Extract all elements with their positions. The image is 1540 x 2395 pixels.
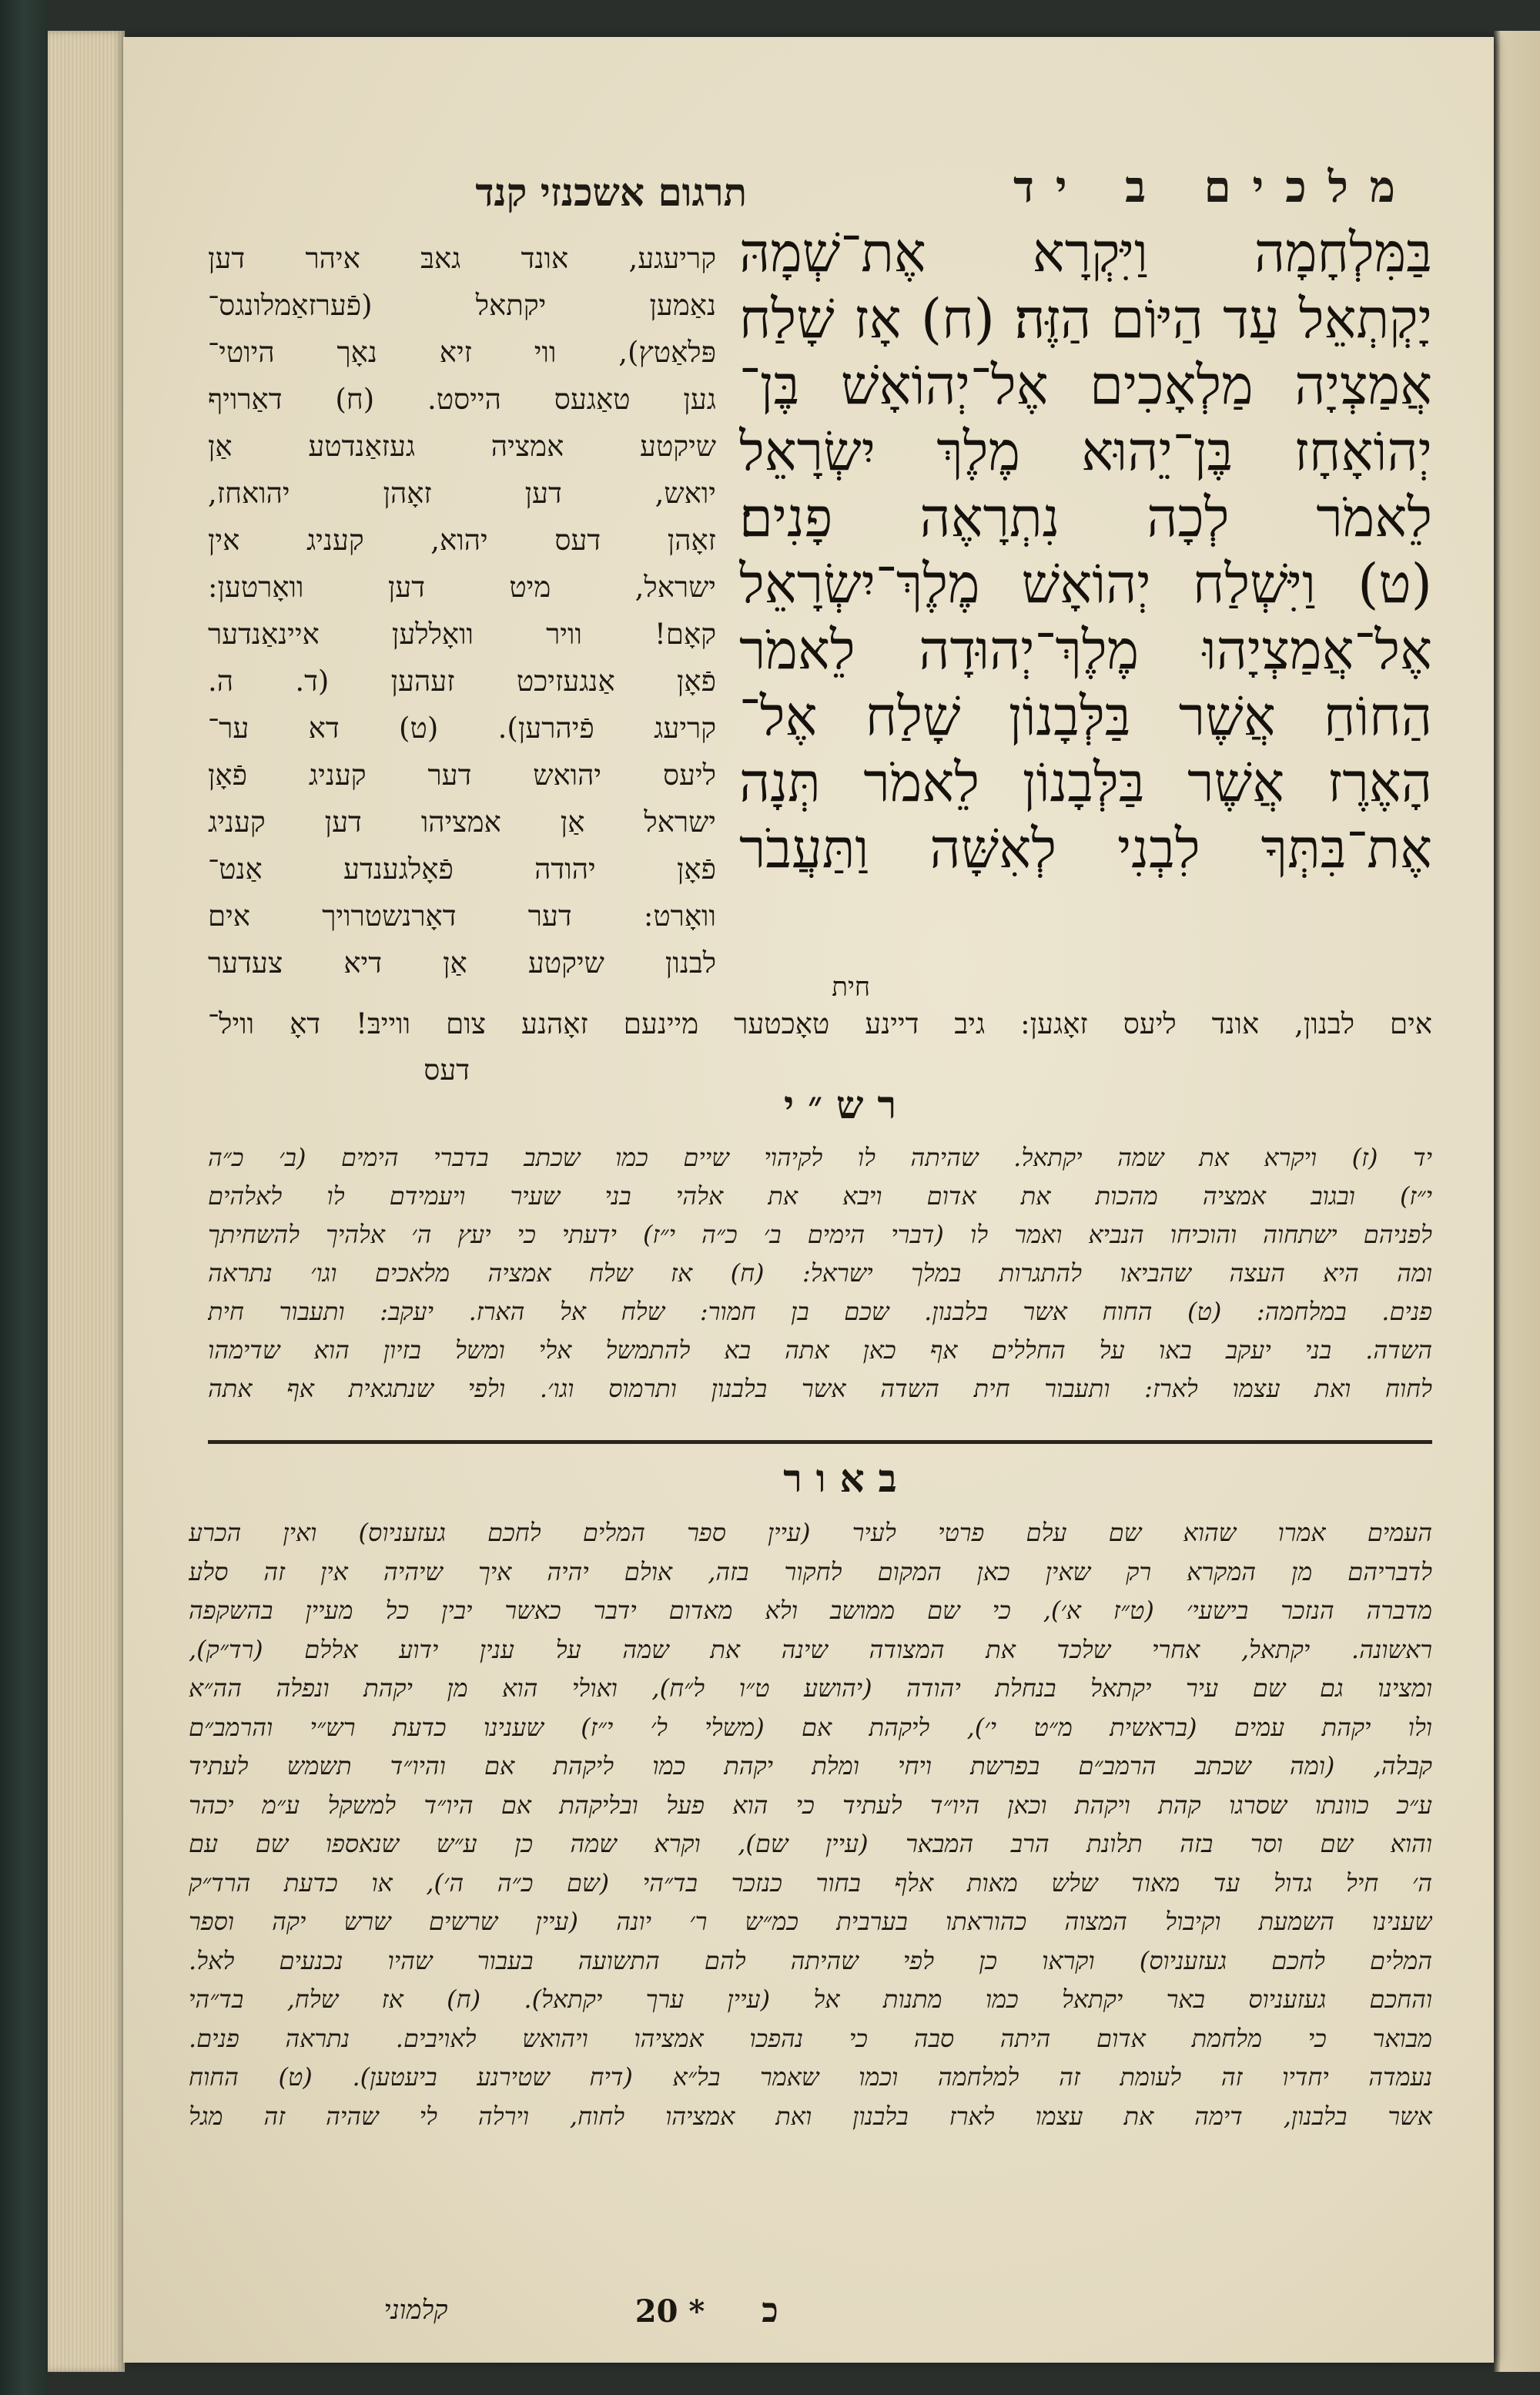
targum-line: ישראל, מיט דען וואָרטען: bbox=[208, 571, 716, 604]
targum-line: ישראל אַן אמציהו דען קעניג bbox=[208, 806, 716, 839]
targum-line: שיקטע אמציה געזאַנדטע אַן bbox=[208, 430, 716, 463]
targum-line: זאָהן דעס יהוא, קעניג אין bbox=[208, 524, 716, 557]
rashi-line: יד (ז) ויקרא את שמה יקתאל. שהיתה לו לקיהוי שיים כמו שכתב בדברי הימים (ב׳ כ״ה bbox=[208, 1143, 1432, 1172]
targum-line: נאַמען יקתאל (פֿערזאַמלונגס־ bbox=[208, 289, 716, 322]
targum-line: ליעס יהואש דער קעניג פֿאָן bbox=[208, 759, 716, 792]
biur-commentary bbox=[189, 1513, 1432, 2268]
biur-line: המלים לחכם געזעניוס) וקראו כן לפי שהיתה להם התשועה בעבור שהיו נכנעים לאל. bbox=[189, 1945, 1432, 1975]
rashi-line: ומה היא העצה שהביאו להתגרות במלך ישראל: (ח) אז שלח אמציה מלאכים וגו׳ נתראה bbox=[208, 1258, 1432, 1288]
targum-line: וואָרט: דער דאָרנשטרויך אים bbox=[208, 899, 716, 933]
targum-continuation bbox=[208, 1001, 1432, 1094]
catchword: חית bbox=[832, 972, 870, 1003]
signature-letter: כ bbox=[762, 2291, 778, 2330]
targum-line: פֿאָן אַנגעזיכט זעהען (ד. ה. bbox=[208, 665, 716, 698]
scripture-line: אֶל־אֲמַצְיָהוּ מֶלֶךְ־יְהוּדָה לֵאמֹר bbox=[739, 618, 1432, 682]
targum-line: קריעג פֿיהרען). (ט) דא ער־ bbox=[208, 712, 716, 745]
targum-line: פֿאָן יהודה פֿאָלגענדע אַנט־ bbox=[208, 852, 716, 886]
targum-line: פּלאַטץ), ווי זיא נאָך היוטי־ bbox=[208, 336, 716, 369]
targum-line: יואש, דען זאָהן יהואחז, bbox=[208, 477, 716, 510]
rashi-line: לפניהם ישתחוה והוכיחו הנביא ואמר לו (דברי הימים ב׳ כ״ה י״ז) ידעתי כי יעץ ה׳ אלהיך להשחיתך bbox=[208, 1220, 1432, 1249]
biur-heading: באור bbox=[783, 1455, 911, 1501]
biur-line: והחכם געזעניוס באר יקתאל כמו מתנות אל (עיין ערך יקתאל). (ח) אז שלח, בד״הי bbox=[189, 1985, 1432, 2014]
targum-column bbox=[208, 235, 716, 997]
book-cover-edge bbox=[0, 0, 48, 2395]
rashi-line: פנים. במלחמה: (ט) החוח אשר בלבנון. שכם בן חמור: שלח אל הארז. יעקב: ותעבור חית bbox=[208, 1297, 1432, 1326]
biur-line: והוא שם וסר בזה תלונת הרב המבאר (עיין שם), וקרא שמה כן ע״ש שנאספו שם עם bbox=[189, 1829, 1432, 1858]
biur-line: העמים אמרו שהוא שם עלם פרטי לעיר (עיין ספר המלים לחכם געזעניוס) ואין הכרע bbox=[189, 1518, 1432, 1547]
targum-line: קאָם! וויר וואָללען איינאַנדער bbox=[208, 618, 716, 651]
biur-line: שענינו השמעת וקיבול המצוה כהוראתו בערבית כמ״ש ר׳ יונה (עיין שרשים שרש יקה וספר bbox=[189, 1907, 1432, 1936]
biur-line: נעמדה יחדיו זה לעומת זה למלחמה וכמו שאמר בל״א (דיח שטירנע ביעטען). (ט) החוח bbox=[189, 2062, 1432, 2092]
biur-line: ה׳ חיל גדול עד מאוד שלש מאות אלף בחור כנזכר בד״הי (שם כ״ה ה׳), או כדעת הרד״ק bbox=[189, 1867, 1432, 1898]
targum-line: קריעגע, אונד גאבּ איהר דען bbox=[208, 242, 716, 275]
scripture-line: הַחוֹחַ אֲשֶׁר בַּלְּבָנוֹן שָׁלַח אֶל־ bbox=[739, 685, 1432, 748]
biur-line: מדברה הנזכר בישעי׳ (ט״ז א׳), כי שם ממושב ולא מאדום ידבר כאשר יבין כל מעיין בהשקפה bbox=[189, 1596, 1432, 1625]
page-stack-edges bbox=[48, 31, 125, 2372]
targum-continuation-line: דעס bbox=[424, 1053, 470, 1087]
rashi-commentary bbox=[208, 1138, 1432, 1423]
biur-line: מבואר כי מלחמת אדום היתה סבה כי נהפכו אמציהו ויהואש לאויבים. נתראה פנים. bbox=[189, 2023, 1432, 2053]
rashi-line: לחוח ואת עצמו לארז: ותעבור חית השדה אשר בלבנון ותרמוס וגו׳. ולפי שנתגאית אף אתה bbox=[208, 1374, 1432, 1403]
scripture-line: אֶת־בִּתְּךָ לִבְנִי לְאִשָּׁה וַתַּעֲבֹר bbox=[739, 817, 1432, 880]
facing-page-edge bbox=[1494, 31, 1540, 2372]
running-head-book-chapter: מלכים ב יד bbox=[1013, 162, 1417, 213]
work-name: קלמוני bbox=[383, 2295, 448, 2326]
rashi-line: השדה. בני יעקב באו על החללים אף כאן אתה בא להתמשל אלי ומשל בזיון הוא שדימהו bbox=[208, 1335, 1432, 1365]
biur-line: קבלה, (ומה שכתב הרמב״ם בפרשת ויחי ומלת יקהת כמו ליקהת אם והיו״ד תשמש לעתיד bbox=[189, 1751, 1432, 1780]
biur-line: ראשונה. יקתאל, אחרי שלכד את המצודה שינה את שמה על ענין ידוע אללם (רד״ק), bbox=[189, 1634, 1432, 1664]
biur-line: ומצינו גם שם עיר יקתאל בנחלת יהודה (יהושע ט״ו ל״ח), ואולי הוא מן יקהת ונפלה הה״א bbox=[189, 1673, 1432, 1703]
scripture-line: בַּמִּלְחָמָה וַיִּקְרָא אֶת־שְׁמָהּ bbox=[739, 221, 1432, 284]
scripture-column bbox=[739, 219, 1432, 982]
biur-line: לדבריהם מן המקרא רק שאין כאן המקום לחקור בזה, אולם יהיה איך שיהיה אין זה סלע bbox=[189, 1556, 1432, 1586]
running-head-targum: תרגום אשכנזי קנד bbox=[475, 169, 747, 215]
scripture-line: יָקְתְאֵל עַד הַיּוֹם הַזֶּה׃ (ח) אָז שָׁלַח bbox=[739, 287, 1432, 350]
rashi-line: י״ז) ובגוב אמציה מהכות את אדום ויבא את אלהי בני שעיר ויעמידם לו לאלהים bbox=[208, 1181, 1432, 1211]
scripture-line: (ט) וַיִּשְׁלַח יְהוֹאָשׁ מֶלֶךְ־יִשְׂרָאֵל bbox=[739, 552, 1432, 615]
biur-line: ע״כ כוונתו שסרגו קהת ויקהת וכאן היו״ד לעתיד כי הוא פעל ובליקהת אם היו״ד למשקל ע״מ יכהר bbox=[189, 1790, 1432, 1820]
scripture-line: אֲמַצְיָה מַלְאָכִים אֶל־יְהוֹאָשׁ בֶּן־ bbox=[739, 353, 1432, 417]
rashi-heading: רש״י bbox=[783, 1082, 911, 1127]
signature-number: 20 * bbox=[634, 2293, 705, 2330]
scripture-line: יְהוֹאָחָז בֶּן־יֵהוּא מֶלֶךְ יִשְׂרָאֵל bbox=[739, 420, 1432, 483]
section-divider bbox=[208, 1440, 1432, 1444]
biur-line: אשר בלבנון, דימה את עצמו לארז בלבנון ואת אמציהו לחוח, וירלה לי שהיה זה מגל bbox=[189, 2101, 1432, 2131]
targum-line: גען טאַגעס הייסט. (ח) דאַרויף bbox=[208, 383, 716, 416]
targum-continuation-line: אים לבנון, אונד ליעס זאָגען: גיב דיינע טאָכטער מיינעם זאָהנע צום ווייבּ! דאָ וויל־ bbox=[208, 1007, 1432, 1040]
biur-line: ולו יקהת עמים (בראשית מ״ט י׳), ליקהת אם (משלי ל׳ י״ז) שענינו כדעת רש״י והרמב״ם bbox=[189, 1712, 1432, 1742]
scripture-line: לֵאמֹר לְכָה נִתְרָאֶה פָנִים׃ bbox=[739, 486, 1432, 549]
targum-line: לבנון שיקטע אַן דיא צעדער bbox=[208, 946, 716, 980]
scripture-line: הָאֶרֶז אֲשֶׁר בַּלְּבָנוֹן לֵאמֹר תְּנָה bbox=[739, 751, 1432, 814]
